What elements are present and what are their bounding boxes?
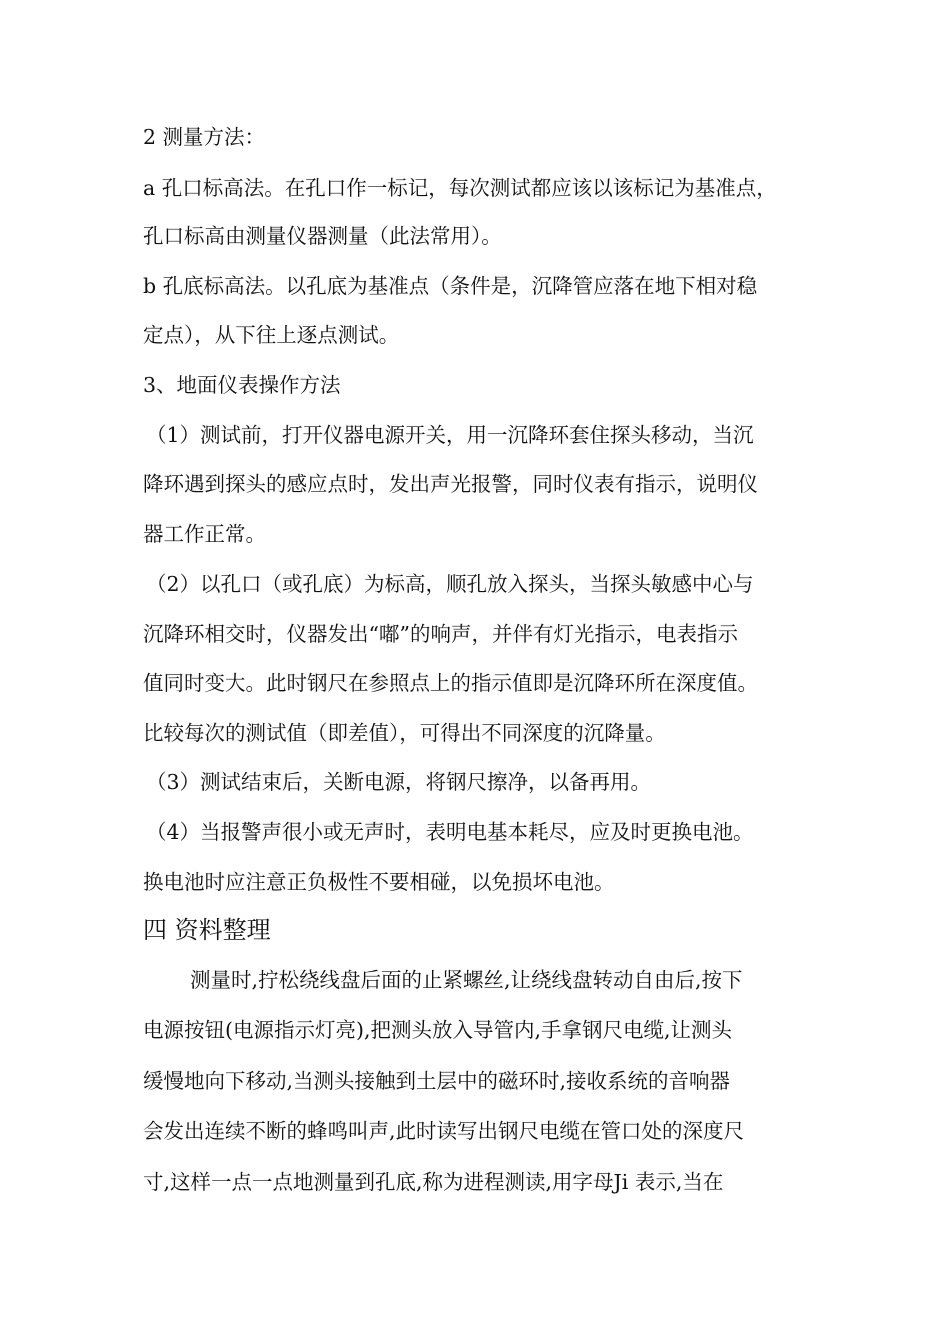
paragraph-line: 值同时变大。此时钢尺在参照点上的指示值即是沉降环所在深度值。	[143, 671, 758, 695]
paragraph-line: （4）当报警声很小或无声时，表明电基本耗尽，应及时更换电池。	[146, 820, 754, 844]
subsection-heading: 3、地面仪表操作方法	[143, 373, 341, 397]
paragraph-line: 降环遇到探头的感应点时，发出声光报警，同时仪表有指示，说明仪	[143, 472, 758, 496]
body-line: 会发出连续不断的蜂鸣叫声,此时读写出钢尺电缆在管口处的深度尺	[143, 1119, 745, 1143]
paragraph-line: 孔口标高由测量仪器测量（此法常用）。	[143, 224, 502, 248]
method-heading: 2 测量方法：	[143, 125, 266, 149]
paragraph-line: 器工作正常。	[143, 522, 266, 546]
paragraph-line: 换电池时应注意正负极性不要相碰，以免损坏电池。	[143, 870, 615, 894]
paragraph-line: （2）以孔口（或孔底）为标高，顺孔放入探头，当探头敏感中心与	[146, 572, 754, 596]
paragraph-line: 比较每次的测试值（即差值），可得出不同深度的沉降量。	[143, 721, 666, 745]
paragraph-line: （1）测试前，打开仪器电源开关，用一沉降环套住探头移动，当沉	[146, 423, 754, 447]
section-heading: 四 资料整理	[143, 916, 271, 944]
paragraph-line: 定点），从下往上逐点测试。	[143, 323, 400, 347]
body-line: 寸,这样一点一点地测量到孔底,称为进程测读,用字母Ji 表示,当在	[143, 1170, 724, 1194]
paragraph-line: b 孔底标高法。以孔底为基准点（条件是，沉降管应落在地下相对稳	[143, 274, 758, 298]
body-line: 测量时,拧松绕线盘后面的止紧螺丝,让绕线盘转动自由后,按下	[190, 968, 743, 992]
paragraph-line: （3）测试结束后，关断电源，将钢尺擦净，以备再用。	[146, 770, 652, 794]
body-line: 电源按钮(电源指示灯亮),把测头放入导管内,手拿钢尺电缆,让测头	[143, 1018, 733, 1042]
paragraph-line: 沉降环相交时，仪器发出“嘟”的响声，并伴有灯光指示，电表指示	[143, 622, 738, 646]
paragraph-line: a 孔口标高法。在孔口作一标记，每次测试都应该以该标记为基准点，	[143, 176, 777, 200]
body-line: 缓慢地向下移动,当测头接触到土层中的磁环时,接收系统的音响器	[143, 1069, 731, 1093]
